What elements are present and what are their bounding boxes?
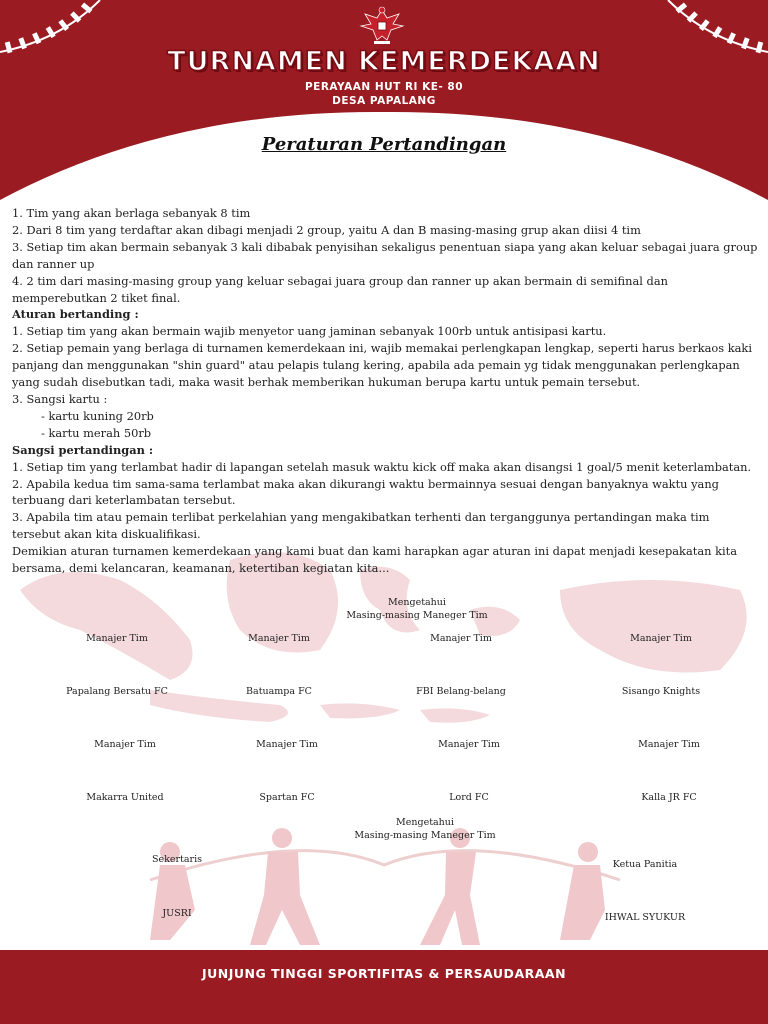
manager-title: Manajer Tim (430, 633, 492, 644)
mengetahui-label: Mengetahui (388, 597, 446, 608)
aturan-item: 2. Setiap pemain yang berlaga di turnamen kemerdekaan ini, wajib memakai perlengkapan lengkap, seperti harus berkaos kaki panjang dan menggunakan "shin guard" atau pelapis tulang kering, apabila ada pemain yg tidak menggunakan perlengkapan yang sudah disebutkan tadi, maka wasit berhak memberikan hukuman berupa kartu untuk pemain tersebut. (12, 341, 756, 390)
team-name: Kalla JR FC (641, 792, 697, 803)
garuda-emblem-icon (357, 4, 407, 48)
manager-title: Manajer Tim (630, 633, 692, 644)
aturan-item: 3. Sangsi kartu : (12, 391, 108, 406)
tug-of-war-figures (150, 828, 605, 945)
section-title: Peraturan Pertandingan (261, 134, 507, 155)
mengetahui-sub: Masing-masing Maneger Tim (346, 610, 488, 621)
team-name: Sisango Knights (621, 686, 701, 697)
rule-item: 4. 2 tim dari masing-masing group yang keluar sebagai juara group dan ranner up akan bermain di semifinal dan memperebutkan 2 tiket final. (12, 273, 672, 305)
team-name: Lord FC (449, 792, 489, 803)
manager-title: Manajer Tim (438, 739, 500, 750)
manager-title: Manajer Tim (94, 739, 156, 750)
aturan-item: - kartu merah 50rb (12, 425, 152, 440)
sekretaris-name: JUSRI (162, 908, 192, 919)
aturan-item: 1. Setiap tim yang akan bermain wajib menyetor uang jaminan sebanyak 100rb untuk antisipasi kartu. (12, 324, 607, 339)
mengetahui-sub: Masing-masing Maneger Tim (354, 830, 496, 841)
closing-statement: Demikian aturan turnamen kemerdekaan yang kami buat dan kami harapkan agar aturan ini dapat menjadi kesepakatan kita bersama, demi kelancaran, keamanan, ketertiban kegiatan kita... (12, 544, 741, 576)
rules-content (12, 205, 760, 577)
aturan-item: - kartu kuning 20rb (12, 408, 154, 423)
sangsi-item: 3. Apabila tim atau pemain terlibat perkelahian yang mengakibatkan terhenti dan terganggunya pertandingan maka tim tersebut akan kita diskualifikasi. (12, 510, 714, 542)
manager-title: Manajer Tim (86, 633, 148, 644)
rule-item: 1. Tim yang akan berlaga sebanyak 8 tim (12, 206, 251, 220)
sekretaris-title: Sekertaris (152, 854, 202, 865)
rule-item: 2. Dari 8 tim yang terdaftar akan dibagi menjadi 2 group, yaitu A dan B masing-masing grup akan diisi 4 tim (12, 222, 641, 237)
manager-title: Manajer Tim (248, 633, 310, 644)
ketua-name: IHWAL SYUKUR (604, 912, 686, 923)
footer-slogan: JUNJUNG TINGGI SPORTIFITAS & PERSAUDARAAN (201, 966, 567, 981)
manager-title: Manajer Tim (256, 739, 318, 750)
team-name: Papalang Bersatu FC (66, 686, 168, 697)
footer-bar (0, 950, 768, 1024)
team-name: Batuampa FC (246, 686, 312, 697)
aturan-heading: Aturan bertanding : (12, 307, 139, 322)
event-location: DESA PAPALANG (332, 95, 436, 107)
team-name: Spartan FC (259, 792, 315, 803)
event-title: TURNAMEN KEMERDEKAAN (167, 46, 601, 77)
ketua-title: Ketua Panitia (612, 859, 678, 870)
rule-item: 3. Setiap tim akan bermain sebanyak 3 kali dibabak penyisihan sekaligus penentuan siapa yang akan keluar sebagai juara group dan ranner up (12, 239, 762, 271)
team-name: FBI Belang-belang (416, 686, 506, 697)
mengetahui-label: Mengetahui (396, 817, 454, 828)
manager-title: Manajer Tim (638, 739, 700, 750)
sangsi-heading: Sangsi pertandingan : (12, 442, 154, 457)
sangsi-item: 2. Apabila kedua tim sama-sama terlambat maka akan dikurangi waktu bermainnya sesuai dengan banyaknya waktu yang terbuang dari keterlambatan tersebut. (12, 476, 723, 508)
event-subtitle: PERAYAAN HUT RI KE- 80 (304, 81, 464, 93)
sangsi-item: 1. Setiap tim yang terlambat hadir di lapangan setelah masuk waktu kick off maka akan disangsi 1 goal/5 menit keterlambatan. (12, 459, 752, 474)
team-name: Makarra United (86, 792, 164, 803)
